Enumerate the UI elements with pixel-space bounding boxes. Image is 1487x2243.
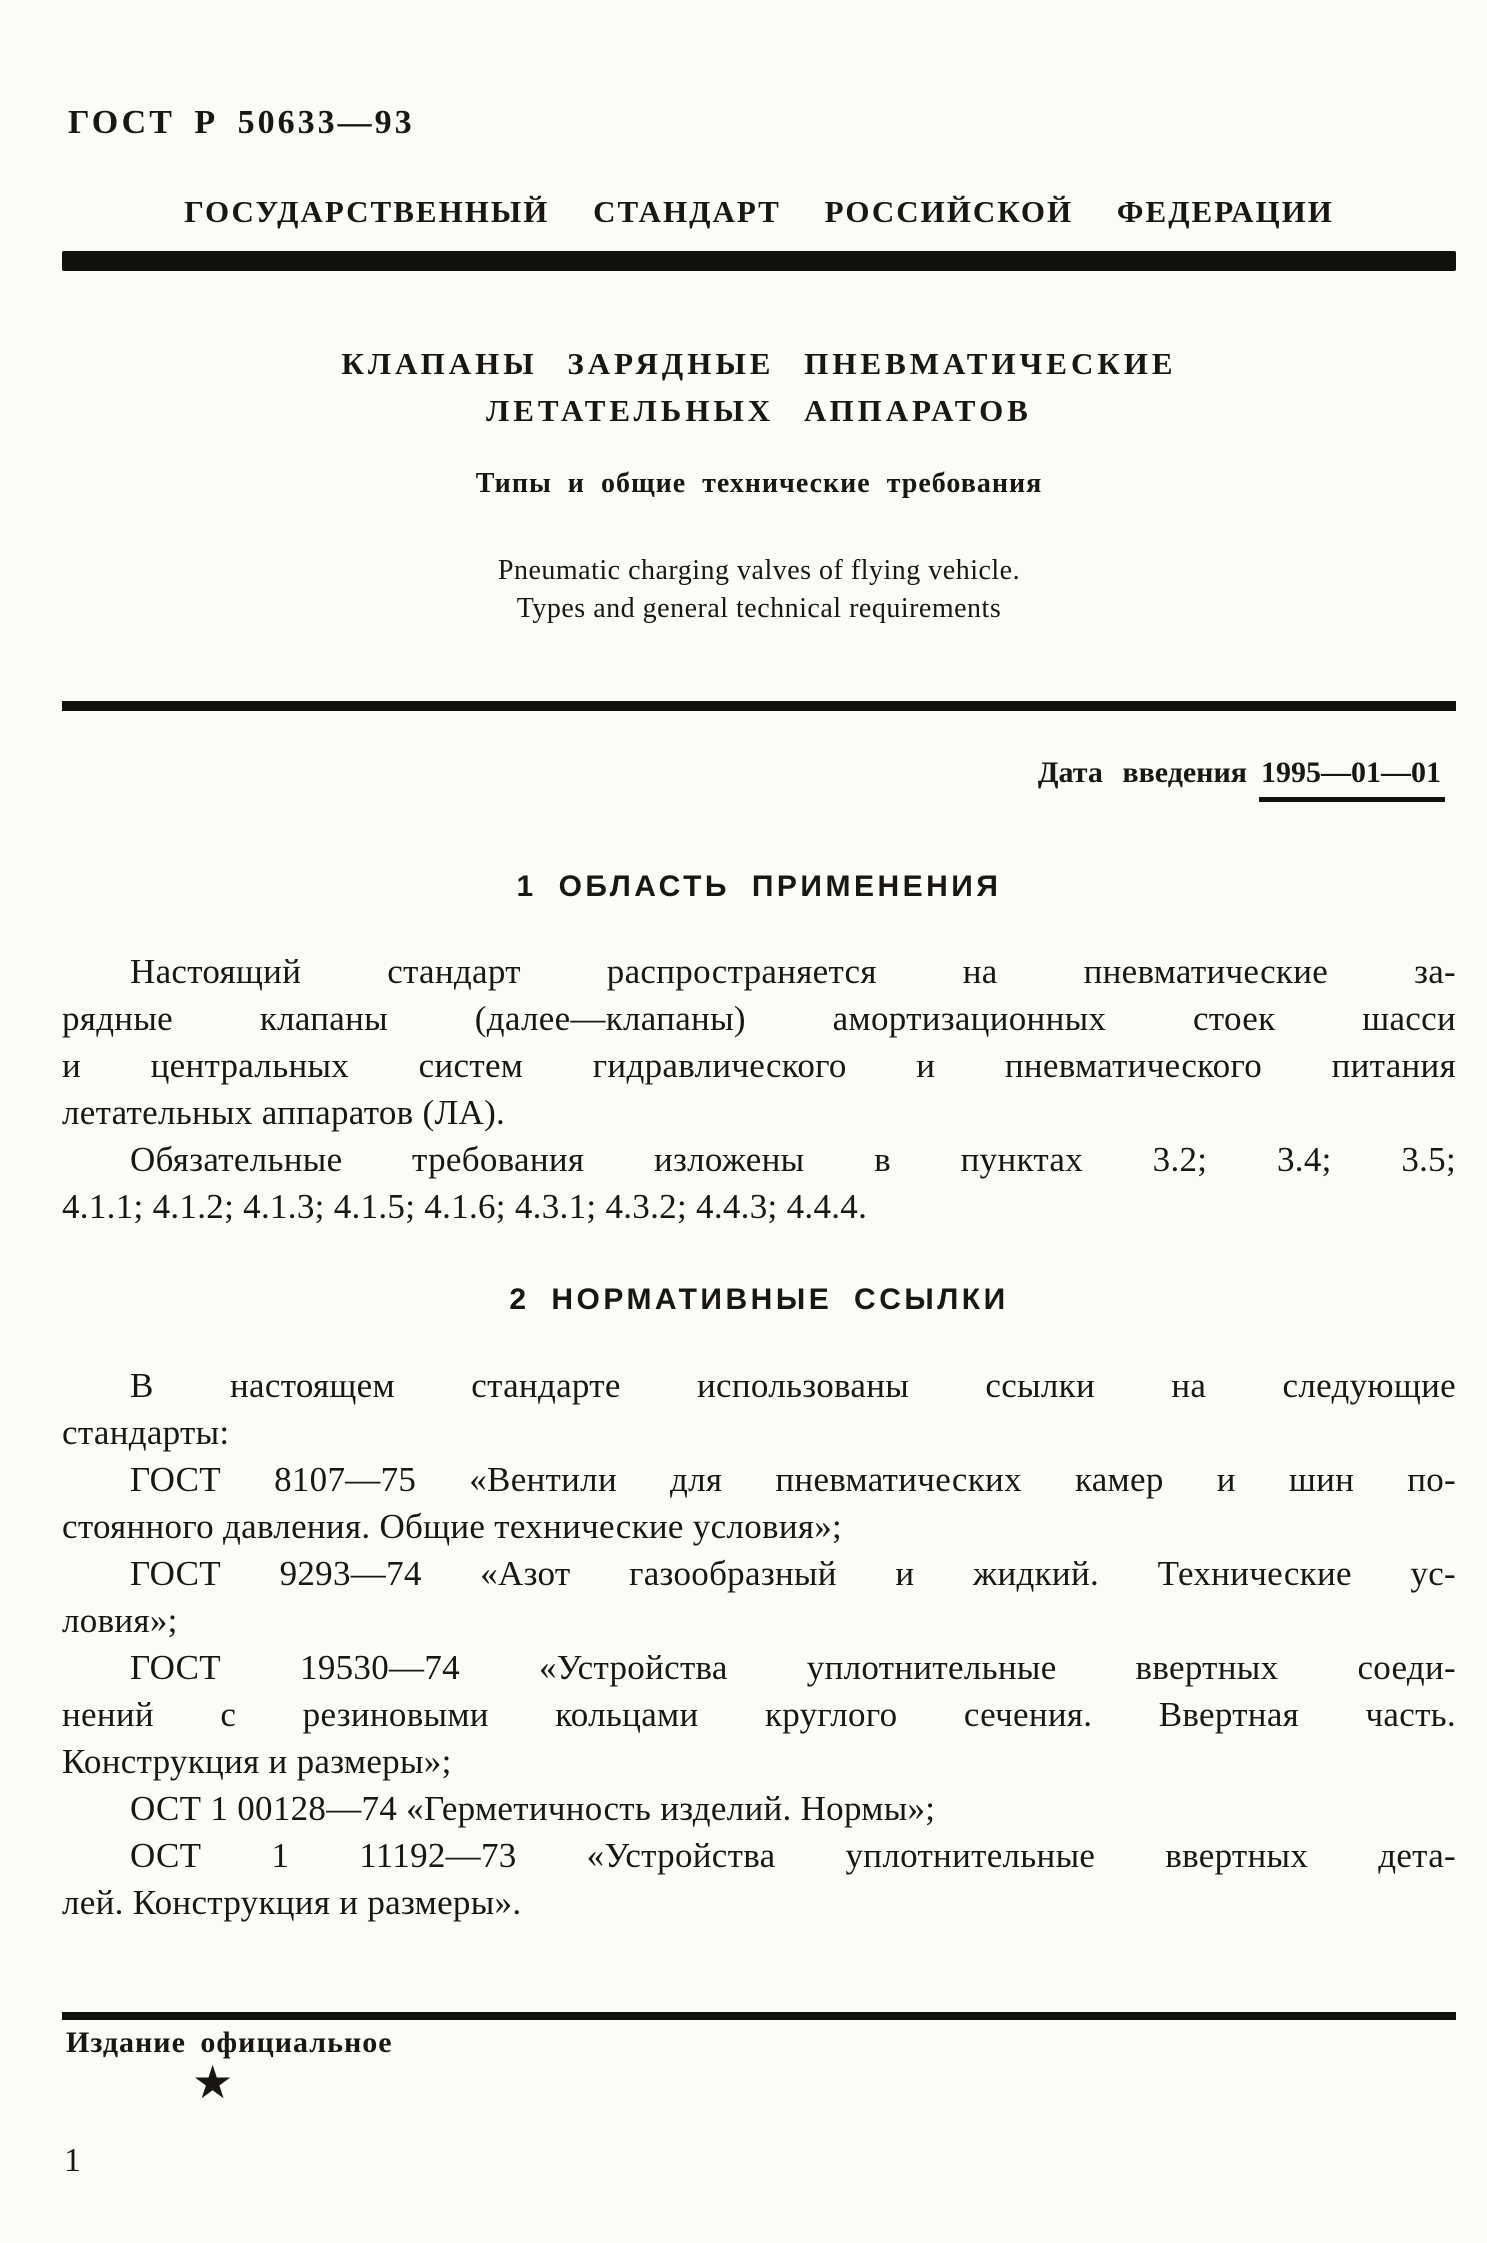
header-rule — [62, 251, 1456, 271]
body-line: ГОСТ 8107—75 «Вентили для пневматических камер и шин по- — [130, 1460, 1456, 1499]
date-label: Дата введения — [1037, 756, 1247, 789]
body-line: стоянного давления. Общие технические условия»; — [62, 1507, 843, 1546]
body-line: Настоящий стандарт распространяется на пневматические за- — [130, 952, 1456, 991]
body-line: Обязательные требования изложены в пунктах 3.2; 3.4; 3.5; — [130, 1140, 1456, 1179]
star-icon: ★ — [192, 2057, 234, 2108]
introduction-date — [1038, 756, 1445, 802]
title-en-line1: Pneumatic charging valves of flying vehicle. — [497, 555, 1021, 586]
body-line: 4.1.1; 4.1.2; 4.1.3; 4.1.5; 4.1.6; 4.3.1; 4.3.2; 4.4.3; 4.4.4. — [62, 1187, 868, 1226]
title-section-rule — [62, 701, 1456, 711]
title-ru-line2: ЛЕТАТЕЛЬНЫХ АППАРАТОВ — [486, 393, 1032, 428]
section-2-body — [62, 1362, 1456, 1926]
section-1-heading: 1 ОБЛАСТЬ ПРИМЕНЕНИЯ — [516, 870, 1002, 903]
page-number: 1 — [64, 2142, 81, 2179]
date-value: 1995—01—01 — [1259, 756, 1445, 802]
body-line: стандарты: — [62, 1413, 230, 1452]
body-line: ГОСТ 19530—74 «Устройства уплотнительные ввертных соеди- — [130, 1648, 1456, 1687]
body-line: Конструкция и размеры»; — [62, 1742, 452, 1781]
body-line: рядные клапаны (далее—клапаны) амортизационных стоек шасси — [62, 999, 1456, 1038]
body-line: ГОСТ 9293—74 «Азот газообразный и жидкий. Технические ус- — [130, 1554, 1456, 1593]
title-en-line2: Types and general technical requirements — [516, 593, 1002, 624]
edition-label: Издание официальное — [66, 2026, 393, 2059]
section-2-heading: 2 НОРМАТИВНЫЕ ССЫЛКИ — [509, 1283, 1009, 1316]
standard-number: ГОСТ Р 50633—93 — [68, 104, 415, 141]
body-line: лей. Конструкция и размеры». — [62, 1883, 522, 1922]
body-line: нений с резиновыми кольцами круглого сечения. Ввертная часть. — [62, 1695, 1456, 1734]
body-line: летательных аппаратов (ЛА). — [62, 1093, 506, 1132]
document-subtitle: Типы и общие технические требования — [475, 468, 1043, 499]
federal-standard-title: ГОСУДАРСТВЕННЫЙ СТАНДАРТ РОССИЙСКОЙ ФЕДЕРАЦИИ — [184, 194, 1334, 229]
body-line: ОСТ 1 00128—74 «Герметичность изделий. Нормы»; — [130, 1789, 936, 1828]
body-line: и центральных систем гидравлического и пневматического питания — [62, 1046, 1456, 1085]
body-line: ОСТ 1 11192—73 «Устройства уплотнительные ввертных дета- — [130, 1836, 1456, 1875]
footer-rule — [62, 2012, 1456, 2020]
document-title-en — [62, 552, 1456, 628]
body-line: В настоящем стандарте использованы ссылки на следующие — [130, 1366, 1456, 1405]
section-1-body — [62, 948, 1456, 1230]
document-title-ru — [62, 340, 1456, 434]
body-line: ловия»; — [62, 1601, 178, 1640]
title-ru-line1: КЛАПАНЫ ЗАРЯДНЫЕ ПНЕВМАТИЧЕСКИЕ — [341, 346, 1177, 381]
